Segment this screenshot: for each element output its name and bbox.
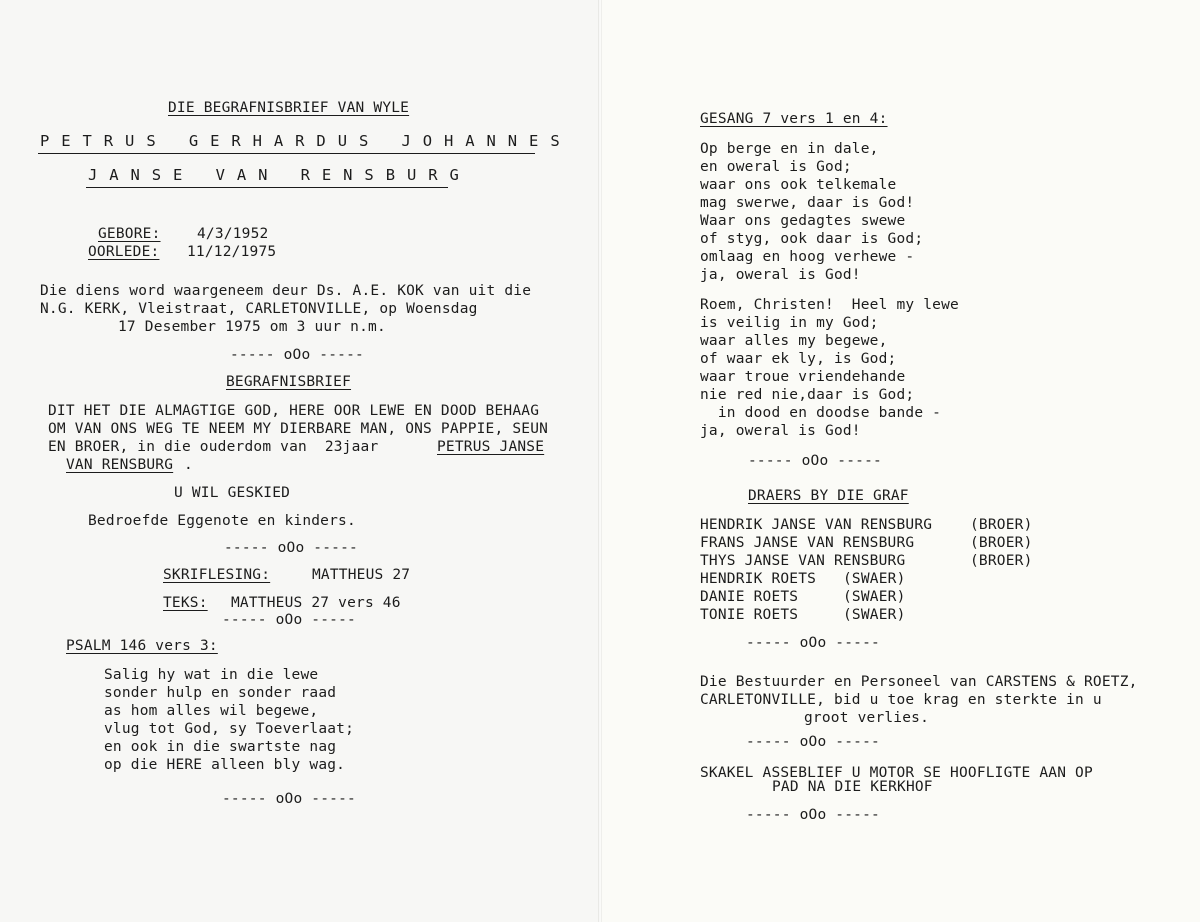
- bearer-name: DANIE ROETS: [700, 589, 799, 605]
- condolence-line-3: groot verlies.: [804, 710, 930, 726]
- name-line-1: P E T R U S G E R H A R D U S J O H A N N E S: [40, 132, 561, 150]
- separator: ----- oOo -----: [746, 807, 880, 823]
- name-line-1-rule: [38, 153, 535, 154]
- name-line-2-rule: [86, 187, 448, 188]
- born-date: 4/3/1952: [197, 226, 269, 242]
- separator: ----- oOo -----: [746, 635, 880, 651]
- verse1-line: Op berge en in dale,: [700, 141, 879, 157]
- letter-line-2: OM VAN ONS WEG TE NEEM MY DIERBARE MAN, ONS PAPPIE, SEUN: [48, 421, 549, 437]
- verse1-line: Waar ons gedagtes swewe: [700, 213, 906, 229]
- psalm-line: vlug tot God, sy Toeverlaat;: [104, 721, 355, 737]
- separator: ----- oOo -----: [746, 734, 880, 750]
- verse2-line: ja, oweral is God!: [700, 423, 861, 439]
- bearer-name: TONIE ROETS: [700, 607, 799, 623]
- bearer-relation: (SWAER): [843, 607, 906, 623]
- reading-label: SKRIFLESING:: [163, 567, 271, 583]
- bearer-relation: (BROER): [970, 535, 1033, 551]
- verse1-line: of styg, ook daar is God;: [700, 231, 924, 247]
- verse2-line: in dood en doodse bande -: [700, 405, 942, 421]
- separator: ----- oOo -----: [224, 540, 358, 556]
- hymn-title: GESANG 7 vers 1 en 4:: [700, 111, 888, 127]
- page-fold: [598, 0, 602, 922]
- born-label: GEBORE:: [98, 226, 161, 242]
- deceased-name-b: VAN RENSBURG: [66, 457, 174, 473]
- separator: ----- oOo -----: [230, 347, 364, 363]
- verse1-line: ja, oweral is God!: [700, 267, 861, 283]
- condolence-line-1: Die Bestuurder en Personeel van CARSTENS & ROETZ,: [700, 674, 1138, 690]
- document-header: DIE BEGRAFNISBRIEF VAN WYLE: [168, 100, 410, 116]
- verse2-line: nie red nie,daar is God;: [700, 387, 915, 403]
- verse1-line: en oweral is God;: [700, 159, 852, 175]
- letter-line-3: EN BROER, in die ouderdom van 23jaar: [48, 439, 379, 455]
- died-label: OORLEDE:: [88, 244, 160, 260]
- psalm-line: Salig hy wat in die lewe: [104, 667, 319, 683]
- verse2-line: of waar ek ly, is God;: [700, 351, 897, 367]
- separator: ----- oOo -----: [748, 453, 882, 469]
- name-line-2: J A N S E V A N R E N S B U R G: [88, 166, 461, 184]
- mourners-line: Bedroefde Eggenote en kinders.: [88, 513, 356, 529]
- deceased-name-end: .: [184, 457, 193, 473]
- separator: ----- oOo -----: [222, 791, 356, 807]
- psalm-line: en ook in die swartste nag: [104, 739, 337, 755]
- separator: ----- oOo -----: [222, 612, 356, 628]
- service-line-3: 17 Desember 1975 om 3 uur n.m.: [118, 319, 386, 335]
- verse1-line: waar ons ook telkemale: [700, 177, 897, 193]
- bearer-relation: (BROER): [970, 517, 1033, 533]
- bearer-relation: (SWAER): [843, 571, 906, 587]
- verse1-line: omlaag en hoog verhewe -: [700, 249, 915, 265]
- bearer-name: HENDRIK ROETS: [700, 571, 817, 587]
- verse1-line: mag swerwe, daar is God!: [700, 195, 915, 211]
- letter-title: BEGRAFNISBRIEF: [226, 374, 352, 390]
- bearer-name: THYS JANSE VAN RENSBURG: [700, 553, 906, 569]
- text-label: TEKS:: [163, 595, 208, 611]
- letter-line-1: DIT HET DIE ALMAGTIGE GOD, HERE OOR LEWE EN DOOD BEHAAG: [48, 403, 540, 419]
- verse2-line: is veilig in my God;: [700, 315, 879, 331]
- bearer-relation: (BROER): [970, 553, 1033, 569]
- headlights-line-2: PAD NA DIE KERKHOF: [772, 779, 933, 795]
- service-line-2: N.G. KERK, Vleistraat, CARLETONVILLE, op Woensdag: [40, 301, 478, 317]
- will-line: U WIL GESKIED: [174, 485, 291, 501]
- service-line-1: Die diens word waargeneem deur Ds. A.E. KOK van uit die: [40, 283, 532, 299]
- psalm-line: sonder hulp en sonder raad: [104, 685, 337, 701]
- bearer-name: HENDRIK JANSE VAN RENSBURG: [700, 517, 933, 533]
- headlights-line-1: SKAKEL ASSEBLIEF U MOTOR SE HOOFLIGTE AAN OP: [700, 765, 1093, 781]
- bearers-title: DRAERS BY DIE GRAF: [748, 488, 909, 504]
- bearer-name: FRANS JANSE VAN RENSBURG: [700, 535, 915, 551]
- verse2-line: waar troue vriendehande: [700, 369, 906, 385]
- deceased-name-a: PETRUS JANSE: [437, 439, 545, 455]
- reading-value: MATTHEUS 27: [312, 567, 411, 583]
- verse2-line: Roem, Christen! Heel my lewe: [700, 297, 959, 313]
- psalm-line: op die HERE alleen bly wag.: [104, 757, 346, 773]
- verse2-line: waar alles my begewe,: [700, 333, 888, 349]
- died-date: 11/12/1975: [187, 244, 277, 260]
- psalm-line: as hom alles wil begewe,: [104, 703, 319, 719]
- bearer-relation: (SWAER): [843, 589, 906, 605]
- text-value: MATTHEUS 27 vers 46: [231, 595, 401, 611]
- condolence-line-2: CARLETONVILLE, bid u toe krag en sterkte in u: [700, 692, 1102, 708]
- psalm-title: PSALM 146 vers 3:: [66, 638, 218, 654]
